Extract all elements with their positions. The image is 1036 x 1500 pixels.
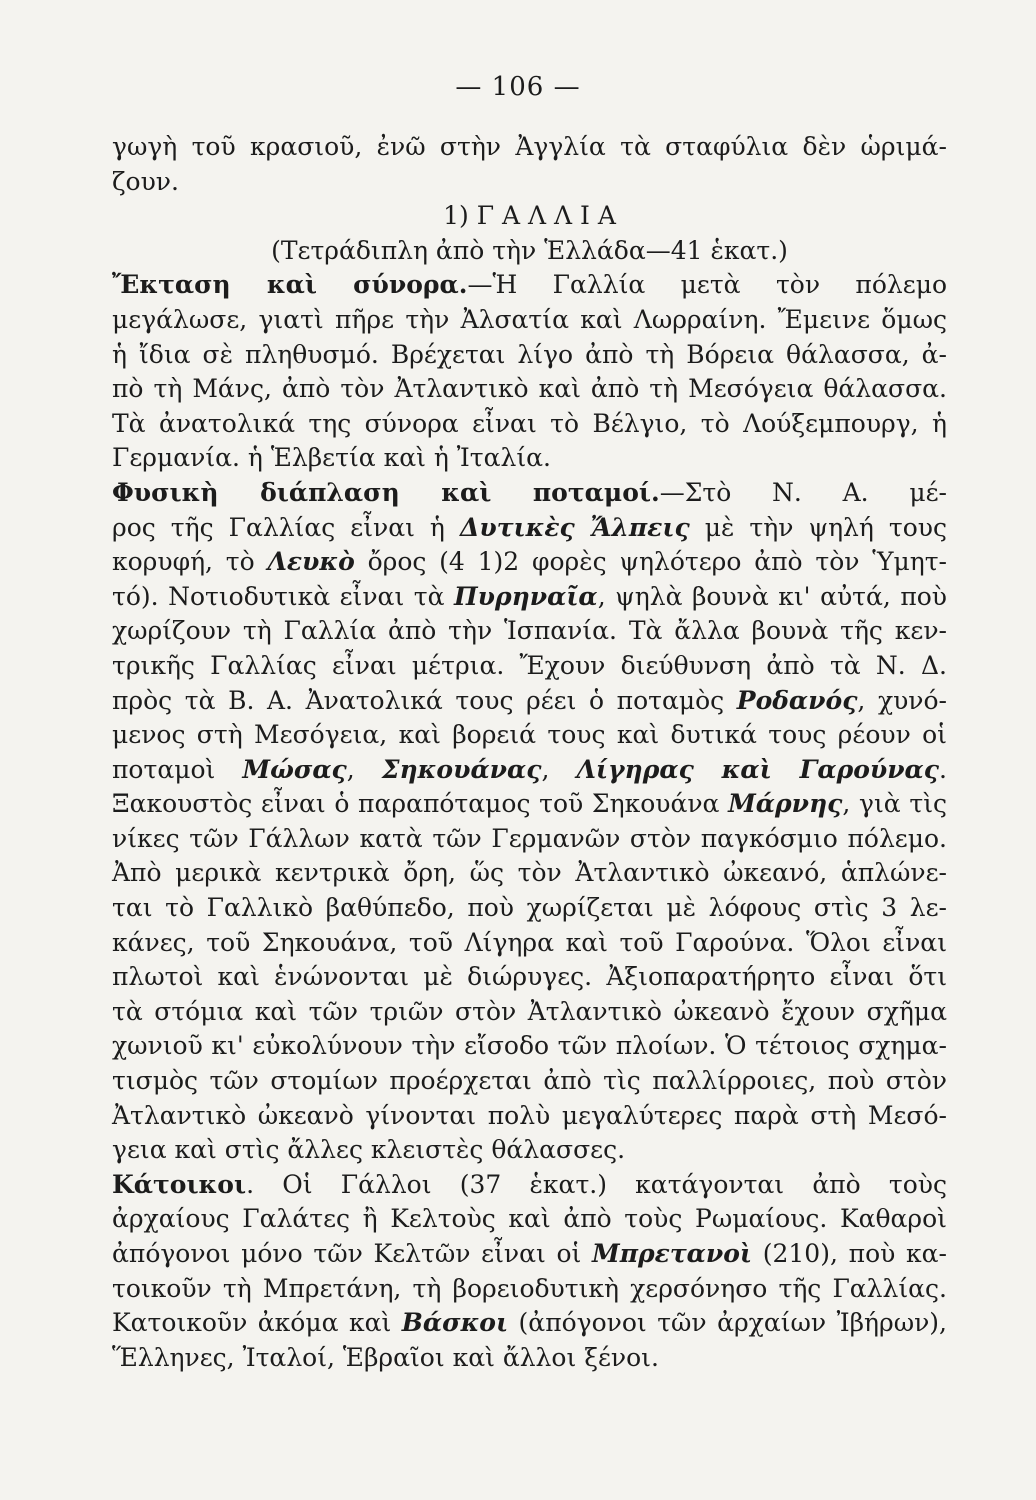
section-heading: Κάτοικοι (112, 1169, 247, 1199)
text-run: γεια καὶ στὶς ἄλλες κλειστὲς θάλασσες. (112, 1135, 626, 1165)
text-line (112, 234, 947, 269)
text-run: Ἕλληνες, Ἰταλοί, Ἑβραῖοι καὶ ἄλλοι ξένοι. (112, 1342, 659, 1372)
text-run: μενος στὴ Μεσόγεια, καὶ βορειά τους καὶ δυτικά τους ρέουν οἱ (112, 720, 947, 750)
text-run: ὄρος (4 1)2 φορὲς ψηλότερο ἀπὸ τὸν Ὑμητ- (354, 547, 947, 577)
text-run: —Στὸ Ν. Α. μέ- (659, 477, 947, 507)
text-run: Γερμανία. ἡ Ἑλβετία καὶ ἡ Ἰταλία. (112, 443, 551, 473)
text-line (112, 1272, 947, 1307)
text-run: , γιὰ τὶς (842, 789, 947, 819)
text-run: 1) Γ Α Λ Λ Ι Α (443, 201, 616, 231)
text-run: Ἀπὸ μερικὰ κεντρικὰ ὄρη, ὥς τὸν Ἀτλαντικὸ ὠκεανό, ἁπλώνε- (112, 858, 947, 888)
text-line (112, 580, 947, 615)
text-line (112, 1202, 947, 1237)
text-line (112, 199, 947, 234)
text-run: (ἀπόγονοι τῶν ἀρχαίων Ἰβήρων), (508, 1308, 948, 1338)
text-line (112, 649, 947, 684)
text-run: Ξακουστὸς εἶναι ὁ παραπόταμος τοῦ Σηκουάνα (112, 789, 729, 819)
section-heading: Φυσικὴ διάπλαση καὶ ποταμοί. (112, 477, 660, 507)
text-run: , (346, 754, 382, 784)
text-line (112, 511, 947, 546)
emphasized-term: Μάρνης (728, 789, 843, 819)
text-line (112, 995, 947, 1030)
emphasized-term: Λίγηρας καὶ Γαρούνας (576, 754, 940, 784)
text-run: κάνες, τοῦ Σηκουάνα, τοῦ Λίγηρα καὶ τοῦ Γαρούνα. Ὅλοι εἶναι (112, 927, 947, 957)
text-run: τό). Νοτιοδυτικὰ εἶναι τὰ (112, 581, 454, 611)
text-run: . Οἱ Γάλλοι (37 ἑκατ.) κατάγονται ἀπὸ τοὺς (246, 1169, 947, 1199)
page-number: — 106 — (455, 72, 581, 102)
text-run: Τὰ ἀνατολικά της σύνορα εἶναι τὸ Βέλγιο, τὸ Λούξεμπουργ, ἡ (112, 408, 947, 438)
text-line (112, 1133, 947, 1168)
text-run: Ἀτλαντικὸ ὠκεανὸ γίνονται πολὺ μεγαλύτερες παρὰ στὴ Μεσό- (112, 1100, 947, 1130)
text-line (112, 476, 947, 511)
emphasized-term: Δυτικὲς Ἄλπεις (459, 512, 690, 542)
text-run: ἡ ἴδια σὲ πληθυσμό. Βρέχεται λίγο ἀπὸ τὴ Βόρεια θάλασσα, ἀ- (112, 339, 947, 369)
emphasized-term: Μπρετανοὶ (592, 1239, 753, 1268)
text-run: ἀρχαίους Γαλάτες ἢ Κελτοὺς καὶ ἀπὸ τοὺς Ρωμαίους. Καθαροὶ (112, 1204, 947, 1234)
text-run: τοικοῦν τὴ Μπρετάνη, τὴ βορειοδυτικὴ χερσόνησο τῆς Γαλλίας. (112, 1273, 947, 1303)
text-line (112, 926, 947, 961)
text-line (112, 787, 947, 822)
text-line (112, 822, 947, 857)
text-line (112, 303, 947, 338)
text-line (112, 165, 947, 200)
emphasized-term: Πυρηναῖα (453, 581, 598, 611)
text-line (112, 718, 947, 753)
text-line (112, 614, 947, 649)
text-run: . (939, 754, 947, 784)
text-run: , (541, 754, 577, 784)
text-line (112, 130, 947, 165)
text-line (112, 338, 947, 373)
text-run: —Ἡ Γαλλία μετὰ τὸν πόλεμο (467, 270, 947, 300)
text-line (112, 1168, 947, 1203)
text-run: πλωτοὶ καὶ ἑνώνονται μὲ διώρυγες. Ἀξιοπαρατήρητο εἶναι ὅτι (112, 962, 947, 992)
text-run: μεγάλωσε, γιατὶ πῆρε τὴν Ἀλσατία καὶ Λωρραίνη. Ἔμεινε ὅμως (112, 304, 947, 334)
text-run: χωρίζουν τὴ Γαλλία ἀπὸ τὴν Ἱσπανία. Τὰ ἄλλα βουνὰ τῆς κεν- (112, 616, 947, 646)
text-run: ποταμοὶ (112, 754, 243, 784)
text-run: γωγὴ τοῦ κρασιοῦ, ἐνῶ στὴν Ἀγγλία τὰ σταφύλια δὲν ὡριμά- (112, 132, 947, 161)
text-run: πρὸς τὰ Β. Α. Ἀνατολικά τους ρέει ὁ ποταμὸς (112, 685, 737, 715)
text-run: (Τετράδιπλη ἀπὸ τὴν Ἑλλάδα—41 ἑκατ.) (271, 235, 788, 265)
text-line (112, 1237, 947, 1272)
text-line (112, 1341, 947, 1376)
text-line (112, 856, 947, 891)
text-run: τὰ στόμια καὶ τῶν τριῶν στὸν Ἀτλαντικὸ ὠκεανὸ ἔχουν σχῆμα (112, 996, 947, 1026)
text-line (112, 1029, 947, 1064)
text-line (112, 372, 947, 407)
text-line (112, 684, 947, 719)
text-run: μὲ τὴν ψηλή τους (689, 512, 947, 542)
text-line (112, 1064, 947, 1099)
text-line (112, 545, 947, 580)
text-run: ρος τῆς Γαλλίας εἶναι ἡ (112, 512, 460, 542)
text-line (112, 753, 947, 788)
emphasized-term: Μώσας (242, 754, 347, 784)
text-run: , ψηλὰ βουνὰ κι' αὐτά, ποὺ (597, 581, 948, 611)
text-run: τισμὸς τῶν στομίων προέρχεται ἀπὸ τὶς παλλίρροιες, ποὺ στὸν (112, 1066, 947, 1096)
text-run: (210), ποὺ κα- (752, 1239, 947, 1268)
text-run: κορυφή, τὸ (112, 547, 268, 577)
emphasized-term: Σηκουάνας (381, 754, 542, 784)
text-line (112, 268, 947, 303)
text-line (112, 891, 947, 926)
body-text (112, 130, 947, 1375)
text-run: ζουν. (112, 166, 179, 196)
text-line (112, 1306, 947, 1341)
text-run: ἀπόγονοι μόνο τῶν Κελτῶν εἶναι οἱ (112, 1239, 593, 1268)
text-run: τρικῆς Γαλλίας εἶναι μέτρια. Ἔχουν διεύθυνση ἀπὸ τὰ Ν. Δ. (112, 650, 947, 680)
text-line (112, 407, 947, 442)
section-heading: Ἔκταση καὶ σύνορα. (112, 270, 468, 300)
text-line (112, 1099, 947, 1134)
text-line (112, 441, 947, 476)
text-run: νίκες τῶν Γάλλων κατὰ τῶν Γερμανῶν στὸν παγκόσμιο πόλεμο. (112, 823, 947, 853)
text-run: , χυνό- (857, 685, 948, 715)
text-run: πὸ τὴ Μάνς, ἀπὸ τὸν Ἀτλαντικὸ καὶ ἀπὸ τὴ Μεσόγεια θάλασσα. (112, 374, 947, 404)
text-run: Κατοικοῦν ἀκόμα καὶ (112, 1308, 402, 1338)
text-run: χωνιοῦ κι' εὐκολύνουν τὴν εἴσοδο τῶν πλοίων. Ὁ τέτοιος σχημα- (112, 1031, 947, 1061)
emphasized-term: Ροδανός (736, 685, 858, 715)
text-run: ται τὸ Γαλλικὸ βαθύπεδο, ποὺ χωρίζεται μὲ λόφους στὶς 3 λε- (112, 893, 947, 923)
emphasized-term: Λευκὸ (267, 547, 355, 577)
text-line (112, 960, 947, 995)
emphasized-term: Βάσκοι (401, 1308, 509, 1338)
